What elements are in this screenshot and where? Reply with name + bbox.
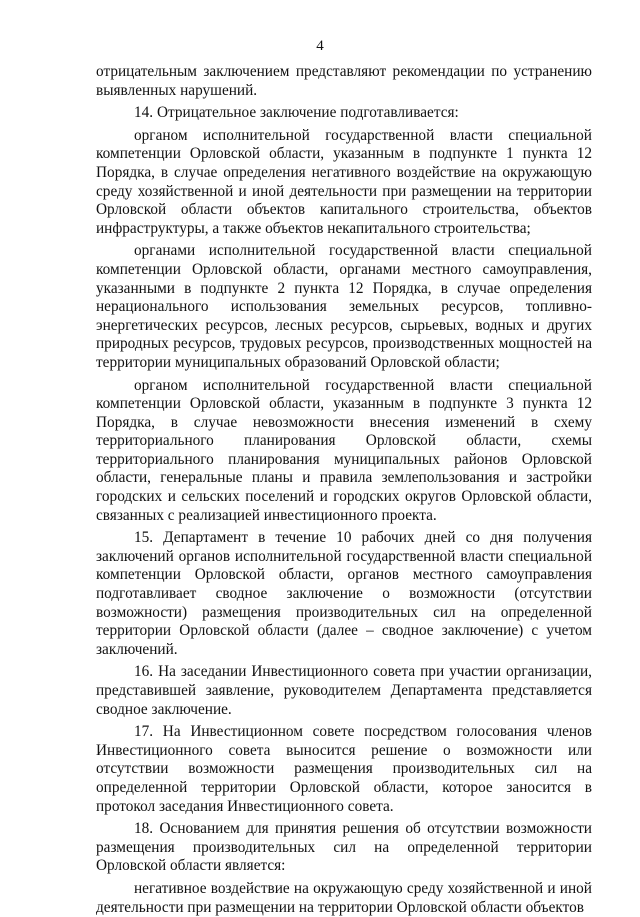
paragraph-15: 15. Департамент в течение 10 рабочих дней со дня получения заключений органов исполнительной государственной власти специальной компетенции Орловской области, органов местного самоуправления подготавливает сводное заключение о возможности (отсутствии возможности) размещения производительных сил на определенной территории Орловской области (далее – сводное заключение) с учетом заключений. bbox=[96, 529, 592, 658]
paragraph-16: 16. На заседании Инвестиционного совета при участии организации, представившей заявление, руководителем Департамента представляется сводное заключение. bbox=[96, 663, 592, 718]
paragraph-14-item-1: органом исполнительной государственной власти специальной компетенции Орловской области, указанным в подпункте 1 пункта 12 Порядка, в случае определения негативного воздействие на окружающую среду хозяйственной и иной деятельности при размещении на территории Орловской области объектов капитального строительства, объектов инфраструктуры, а также объектов некапитального строительства; bbox=[96, 126, 592, 237]
document-body bbox=[96, 63, 592, 917]
paragraph-14: 14. Отрицательное заключение подготавливается: bbox=[134, 104, 459, 122]
page-number: 4 bbox=[316, 38, 324, 54]
paragraph-14-item-3: органом исполнительной государственной власти специальной компетенции Орловской области, указанным в подпункте 3 пункта 12 Порядка, в случае невозможности внесения изменений в схему территориального планирования Орловской области, схемы территориального планирования муниципальных районов Орловской области, генеральные планы и правила землепользования и застройки городских и сельских поселений и городских округов Орловской области, связанных с реализацией инвестиционного проекта. bbox=[96, 376, 592, 524]
paragraph-recommendations: отрицательным заключением представляют рекомендации по устранению выявленных нарушений. bbox=[96, 63, 592, 99]
paragraph-14-item-2: органами исполнительной государственной власти специальной компетенции Орловской области, органами местного самоуправления, указанными в подпункте 2 пункта 12 Порядка, в случае определения нерационального использования земельных ресурсов, топливно-энергетических ресурсов, лесных ресурсов, сырьевых, водных и других природных ресурсов, трудовых ресурсов, производственных мощностей на территории муниципальных образований Орловской области; bbox=[96, 242, 592, 371]
paragraph-18: 18. Основанием для принятия решения об отсутствии возможности размещения производительных сил на определенной территории Орловской области является: bbox=[96, 820, 592, 875]
paragraph-18-item-1: негативное воздействие на окружающую среду хозяйственной и иной деятельности при размещении на территории Орловской области объектов bbox=[96, 879, 592, 916]
paragraph-17: 17. На Инвестиционном совете посредством голосования членов Инвестиционного совета выносится решение о возможности или отсутствии возможности размещения производительных сил на определенной территории Орловской области, которое заносится в протокол заседания Инвестиционного совета. bbox=[96, 723, 592, 815]
